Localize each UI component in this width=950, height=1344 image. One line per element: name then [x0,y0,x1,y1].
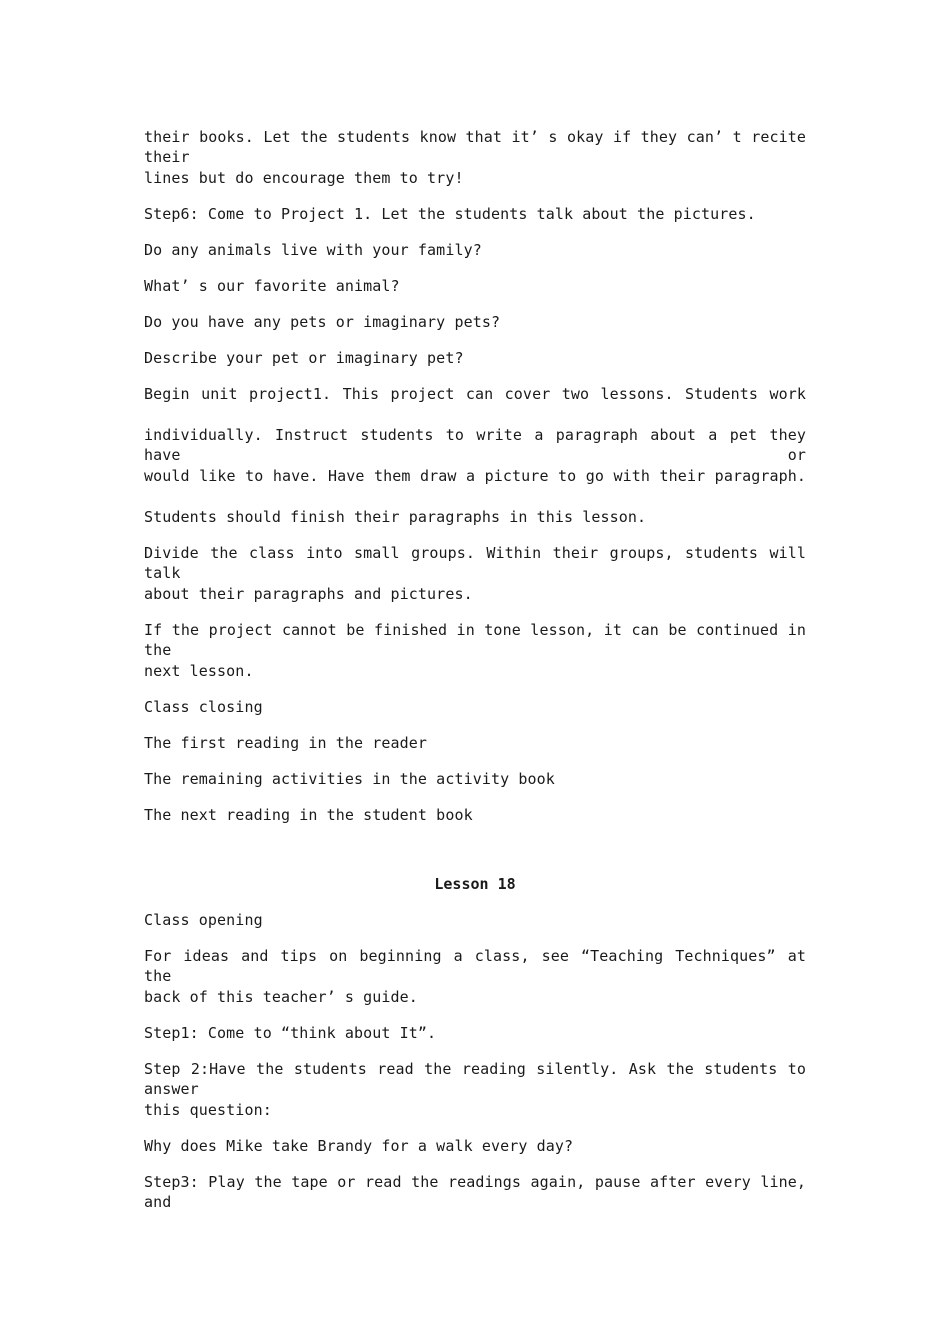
text-line: What’ s our favorite animal? [144,277,400,295]
text-line: Step 2:Have the students read the reading silently. Ask the students to answer [144,1060,806,1098]
text-line: their books. Let the students know that it’ s okay if they can’ t recite their [144,128,806,166]
text-line: Divide the class into small groups. Within their groups, students will talk [144,544,806,582]
text-line: Begin unit project1. This project can cover two lessons. Students work [144,385,806,403]
text-line: The first reading in the reader [144,734,428,752]
text-line: this question: [144,1101,272,1119]
text-line: Students should finish their paragraphs in this lesson. [144,508,647,526]
text-line: Class opening [144,911,263,929]
text-line: Step1: Come to “think about It”. [144,1024,437,1042]
lesson-heading: Lesson 18 [434,875,516,893]
text-line: Step3: Play the tape or read the readings again, pause after every line, and [144,1173,806,1211]
text-line: individually. Instruct students to write a paragraph about a pet they have or [144,426,806,464]
text-line: Do you have any pets or imaginary pets? [144,313,501,331]
text-line: back of this teacher’ s guide. [144,988,418,1006]
text-line: If the project cannot be finished in tone lesson, it can be continued in the [144,621,806,659]
text-line: next lesson. [144,662,254,680]
text-line: Describe your pet or imaginary pet? [144,349,464,367]
text-line: The next reading in the student book [144,806,473,824]
text-line: about their paragraphs and pictures. [144,585,473,603]
text-line: Step6: Come to Project 1. Let the students talk about the pictures. [144,205,756,223]
text-line: Do any animals live with your family? [144,241,482,259]
text-line: The remaining activities in the activity book [144,770,555,788]
text-line: For ideas and tips on beginning a class, see “Teaching Techniques” at the [144,947,806,985]
text-line: lines but do encourage them to try! [144,169,464,187]
text-line: would like to have. Have them draw a picture to go with their paragraph. [144,467,806,485]
text-line: Class closing [144,698,263,716]
text-line: Why does Mike take Brandy for a walk every day? [144,1137,574,1155]
